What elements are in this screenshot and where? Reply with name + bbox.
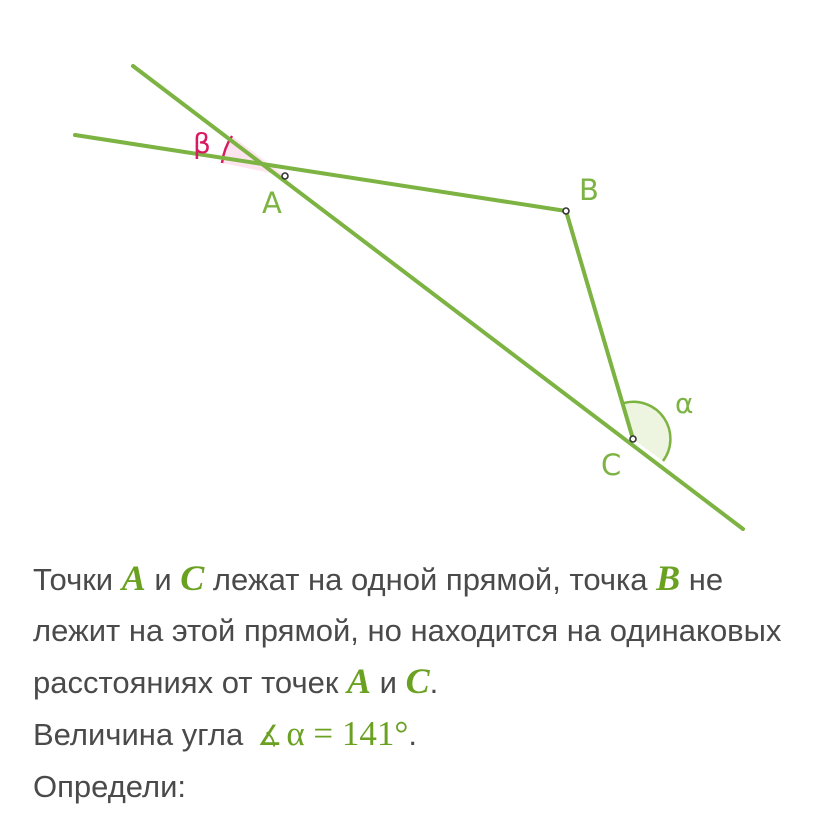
line-ac xyxy=(133,66,743,529)
text-fragment: и xyxy=(145,562,181,597)
alpha-label: α xyxy=(675,387,694,420)
point-c-ref: C xyxy=(405,661,430,701)
point-a-marker xyxy=(282,173,288,179)
text-fragment: расстояниях от точек xyxy=(33,665,348,700)
angle-symbol: ∡ xyxy=(257,719,283,752)
text-fragment: . xyxy=(408,717,418,752)
angle-value: α = 141° xyxy=(286,714,409,753)
statement-line-3 xyxy=(33,656,813,708)
text-fragment: лежат на одной прямой, точка xyxy=(204,562,657,597)
statement-line-5 xyxy=(33,761,813,812)
point-b-label: B xyxy=(579,173,599,207)
line-ab xyxy=(75,135,566,211)
point-c-label: C xyxy=(601,448,622,482)
text-fragment: и xyxy=(371,665,406,700)
text-fragment: Величина угла xyxy=(33,717,244,752)
statement-line-4 xyxy=(33,708,813,761)
question-prompt: Определи: xyxy=(33,769,187,804)
point-a-ref: A xyxy=(121,558,146,598)
text-fragment: не xyxy=(680,562,724,597)
statement-line-1 xyxy=(33,553,813,605)
point-a-label: A xyxy=(262,186,282,220)
statement-line-2 xyxy=(33,605,813,656)
point-b-ref: B xyxy=(656,558,681,598)
point-b-marker xyxy=(563,208,569,214)
segment-bc xyxy=(566,211,633,439)
problem-statement xyxy=(33,553,813,812)
beta-label: β xyxy=(193,127,211,160)
text-fragment: Точки xyxy=(33,562,122,597)
text-fragment: . xyxy=(429,665,439,700)
point-c-ref: C xyxy=(180,558,205,598)
point-c-marker xyxy=(630,436,636,442)
point-a-ref: A xyxy=(347,661,372,701)
text-fragment: лежит на этой прямой, но находится на одинаковых xyxy=(33,613,782,648)
